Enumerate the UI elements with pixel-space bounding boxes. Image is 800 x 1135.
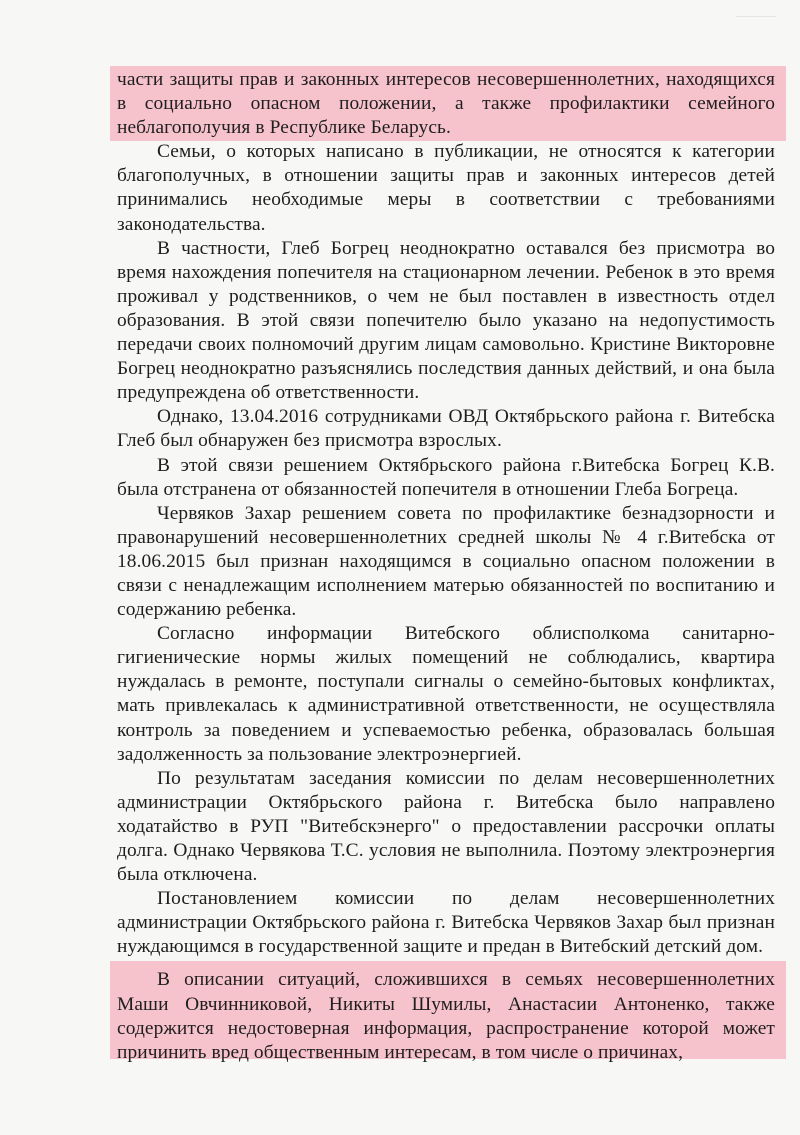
paragraph-zakhar-chervyakov: Червяков Захар решением совета по профилактике безнадзорности и правонарушений несовершеннолетних средней школы № 4 г.Витебска от 18.06.2015 был признан находящимся в социально опасном положении в связи с ненадлежащим исполнением матерью обязанностей по воспитанию и содержанию ребенка. (117, 502, 775, 621)
paragraph-gleb-bogrets: В частности, Глеб Богрец неоднократно оставался без присмотра во время нахождения попечителя на стационарном лечении. Ребенок в это время проживал у родственников, о чем не был поставлен в известность отдел образования. В этой связи попечителю было указано на недопустимость передачи своих полномочий другим лицам самовольно. Кристине Викторовне Богрец неоднократно разъяснялись последствия данных действий, и она была предупреждена об ответственности. (117, 237, 775, 404)
document-body (117, 68, 775, 1065)
paragraph-resolution: Постановлением комиссии по делам несовершеннолетних администрации Октябрьского района г. Витебска Червяков Захар был признан нуждающимся в государственной защите и предан в Витебский детский дом. (117, 888, 775, 958)
paragraph-oblispolkom-info: Согласно информации Витебского облисполкома санитарно-гигиенические нормы жилых помещений не соблюдались, квартира нуждалась в ремонте, поступали сигналы о семейно-бытовых конфликтах, мать привлекалась к административной ответственности, не осуществляла контроль за поведением и успеваемостью ребенка, образовалась большая задолженность за пользование электроэнергией. (117, 623, 775, 765)
paragraph-other-families: В описании ситуаций, сложившихся в семьях несовершеннолетних Маши Овчинниковой, Никиты Шумилы, Анастасии Антоненко, также содержится недостоверная информация, распространение которой может причинить вред общественным интересам, в том числе о причинах, (117, 969, 775, 1063)
scan-artifact (736, 6, 776, 17)
paragraph-commission-results: По результатам заседания комиссии по делам несовершеннолетних администрации Октябрьского района г. Витебска было направлено ходатайство в РУП "Витебскэнерго" о предоставлении рассрочки оплаты долга. Однако Червякова Т.С. условия не выполнила. Поэтому электроэнергия была отключена. (117, 767, 775, 886)
paragraph-continuation: части защиты прав и законных интересов несовершеннолетних, находящихся в социально опасном положении, а также профилактики семейного неблагополучия в Республике Беларусь. (117, 69, 775, 139)
paragraph-families: Семьи, о которых написано в публикации, не относятся к категории благополучных, в отношении защиты прав и законных интересов детей принимались необходимые меры в соответствии с требованиями законодательства. (117, 141, 775, 235)
paragraph-guardian-removed: В этой связи решением Октябрьского района г.Витебска Богрец К.В. была отстранена от обязанностей попечителя в отношении Глеба Богреца. (117, 454, 775, 500)
paragraph-ovd-found: Однако, 13.04.2016 сотрудниками ОВД Октябрьского района г. Витебска Глеб был обнаружен без присмотра взрослых. (117, 406, 775, 452)
